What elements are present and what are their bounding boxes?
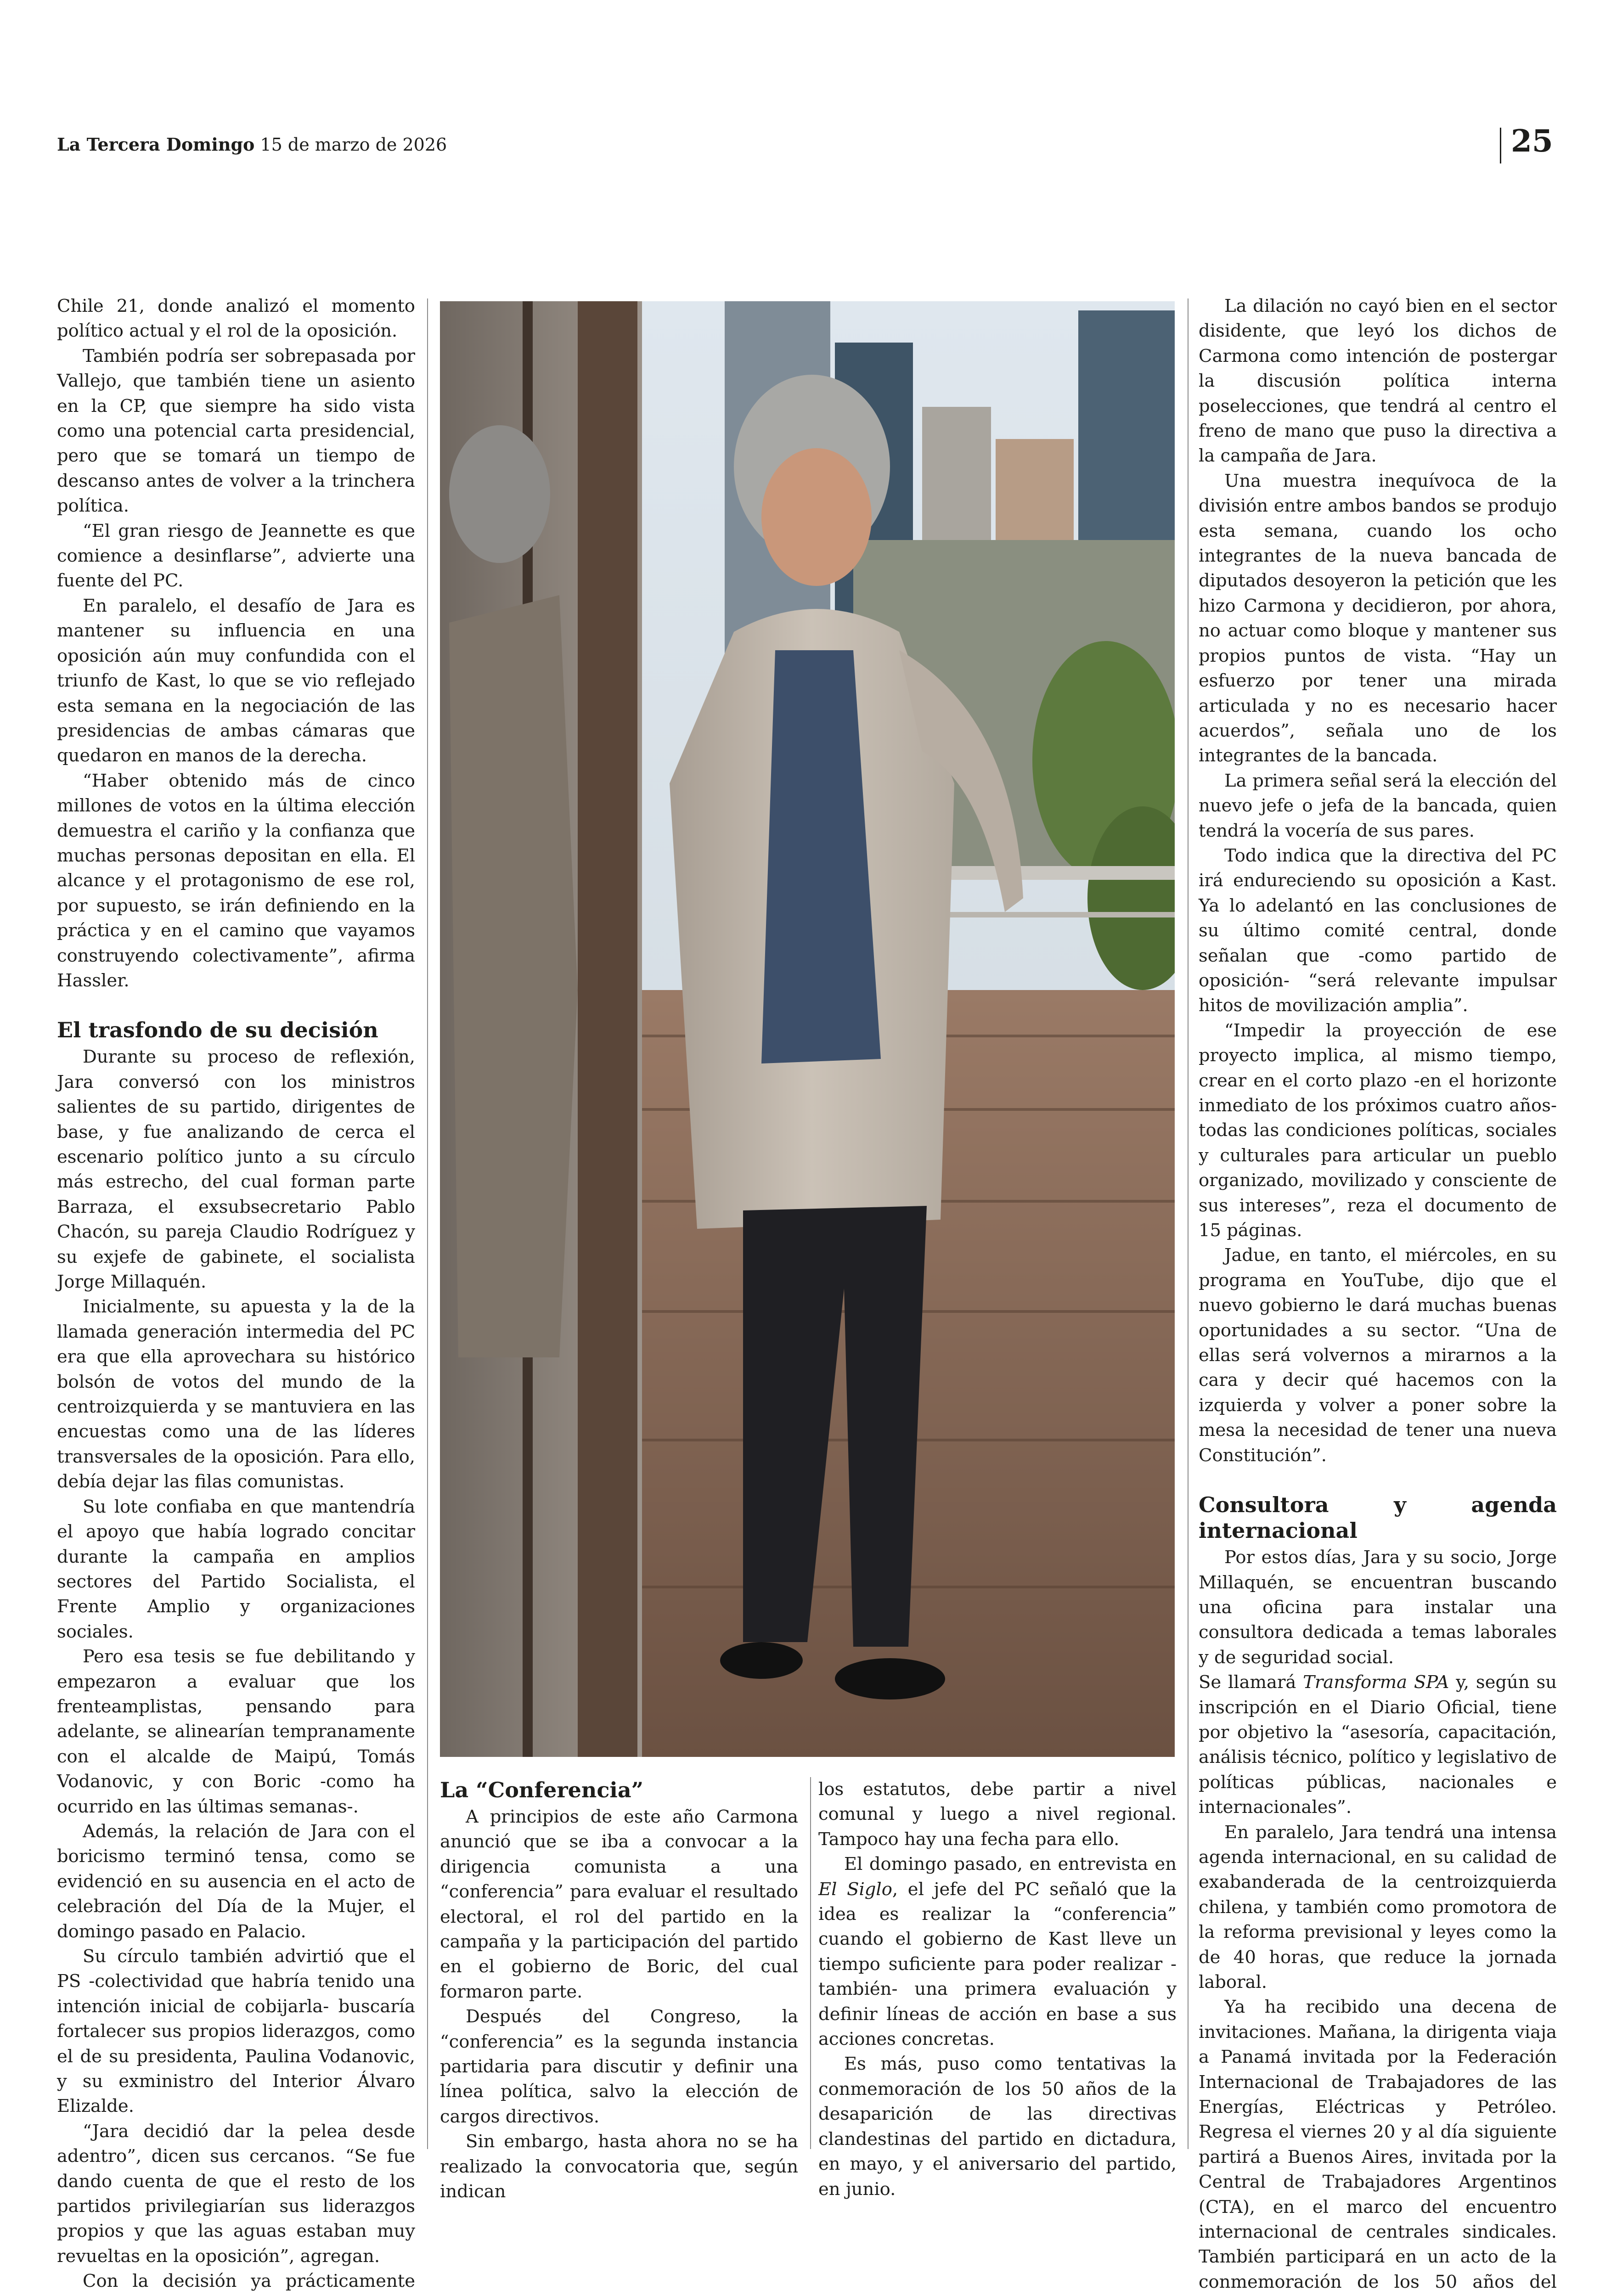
paragraph: Además, la relación de Jara con el boricismo terminó tensa, como se evidenció en su ausencia en el acto de celebración del Día de la Mujer, el domingo pasado en Palacio. <box>57 1821 415 1942</box>
paragraph: “Jara decidió dar la pelea desde adentro”, dicen sus cercanos. “Se fue dando cuenta de que el resto de los partidos privilegiarían sus liderazgos propios y que las aguas estaban muy revueltas en la oposición”, agregan. <box>57 2121 415 2267</box>
paragraph: Inicialmente, su apuesta y la de la llamada generación intermedia del PC era que ella aprovechara su histórico bolsón de votos del mundo de la centroizquierda y se mantuviera en las encuestas como una de las líderes transversales de la oposición. Para ello, debía dejar las filas comunistas. <box>57 1296 415 1492</box>
paragraph: “Haber obtenido más de cinco millones de votos en la última elección demuestra el cariño y la confianza que muchas personas depositan en ella. El alcance y el protagonismo de ese rol, por supuesto, se irán definiendo en la práctica y en el camino que vayamos construyendo colectivamente”, afirma Hassler. <box>57 770 415 991</box>
column-divider <box>810 1777 811 2149</box>
page-header <box>57 134 447 155</box>
text-run: Se llamará <box>1199 1672 1303 1693</box>
column-divider <box>1188 298 1189 2149</box>
section-heading: La “Conferencia” <box>440 1778 644 1802</box>
paragraph <box>1199 1670 1557 1820</box>
text-run: , el jefe del PC señaló que la idea es realizar la “conferencia” cuando el gobierno de Kast lleve un tiempo suficiente para poder realizar -también- una primera evaluación y definir líneas de acción en base a sus acciones concretas. <box>818 1879 1177 2050</box>
article-column-1 <box>57 294 415 2296</box>
column-divider <box>427 298 428 2149</box>
paragraph: Pero esa tesis se fue debilitando y empezaron a evaluar que los frenteamplistas, pensando para adelante, se alinearían tempranamente con el alcalde de Maipú, Tomás Vodanovic, y con Boric -como ha ocurrido en las últimas semanas-. <box>57 1646 415 1817</box>
company-name: Transforma SPA <box>1303 1672 1449 1693</box>
article-column-3 <box>818 1777 1177 2202</box>
paragraph: Después del Congreso, la “conferencia” es la segunda instancia partidaria para discutir y definir una línea política, salvo la elección de cargos directivos. <box>440 2006 798 2127</box>
publication-name: El Siglo <box>818 1879 892 1900</box>
article-column-2 <box>440 1777 798 2205</box>
text-run: El domingo pasado, en entrevista en <box>844 1854 1177 1875</box>
paragraph: La dilación no cayó bien en el sector disidente, que leyó los dichos de Carmona como intención de postergar la discusión política interna poselecciones, que tendrá al centro el freno de mano que puso la directiva a la campaña de Jara. <box>1199 296 1557 467</box>
newspaper-brand: La Tercera Domingo <box>57 134 255 155</box>
portrait-photo <box>440 301 1175 1757</box>
paragraph: Su lote confiaba en que mantendría el apoyo que había logrado concitar durante la campaña en amplios sectores del Partido Socialista, el Frente Amplio y organizaciones sociales. <box>57 1496 415 1642</box>
paragraph: Ya ha recibido una decena de invitaciones. Mañana, la dirigenta viaja a Panamá invitada por la Federación Internacional de Trabajadores de las Energías, Eléctricas y Petróleo. Regresa el viernes 20 y al día siguiente partirá a Buenos Aires, invitada por la Central de Trabajadores Argentinos (CTA), en el marco del encuentro internacional de centrales sindicales. También participará en un acto de la conmemoración de los 50 años del <box>1199 1997 1557 2292</box>
paragraph: “Impedir la proyección de ese proyecto implica, al mismo tiempo, crear en el corto plazo -en el horizonte inmediato de los próximos cuatro años- todas las condiciones políticas, sociales y culturales para articular un pueblo organizado, movilizado y consciente de sus intereses”, reza el documento de 15 páginas. <box>1199 1020 1557 1241</box>
paragraph: En paralelo, el desafío de Jara es mantener su influencia en una oposición aún muy confundida con el triunfo de Kast, lo que se vio reflejado esta semana en la negociación de las presidencias de ambas cámaras que quedaron en manos de la derecha. <box>57 595 415 766</box>
paragraph <box>818 1852 1177 2052</box>
paragraph: “El gran riesgo de Jeannette es que comience a desinflarse”, advierte una fuente del PC. <box>57 520 415 591</box>
paragraph: Con la decisión ya prácticamente <box>83 2271 415 2292</box>
page-number-divider <box>1500 128 1501 163</box>
issue-date: 15 de marzo de 2026 <box>260 135 447 155</box>
paragraph: A principios de este año Carmona anunció que se iba a convocar a la dirigencia comunista a una “conferencia” para evaluar el resultado electoral, el rol del partido en la campaña y la participación del partido en el gobierno de Boric, del cual formaron parte. <box>440 1806 798 2002</box>
article-column-4 <box>1199 294 1557 2296</box>
paragraph: Una muestra inequívoca de la división entre ambos bandos se produjo esta semana, cuando los ocho integrantes de la nueva bancada de diputados desoyeron la petición que les hizo Carmona y decidieron, por ahora, no actuar como bloque y mantener sus propios puntos de vista. “Hay un esfuerzo por tener una mirada articulada y no es necesario hacer acuerdos”, señala uno de los integrantes de la bancada. <box>1199 470 1557 766</box>
section-heading: El trasfondo de su decisión <box>57 1018 378 1043</box>
paragraph: Durante su proceso de reflexión, Jara conversó con los ministros salientes de su partido, dirigentes de base, y fue analizando de cerca el escenario político junto a su círculo más estrecho, del cual forman parte Barraza, el exsubsecretario Pablo Chacón, su pareja Claudio Rodríguez y su exjefe de gabinete, el socialista Jorge Millaquén. <box>57 1047 415 1293</box>
paragraph: Todo indica que la directiva del PC irá endureciendo su oposición a Kast. Ya lo adelantó en las conclusiones de su último comité central, donde señalan que -como partido de oposición- “será relevante impulsar hitos de movilización amplia”. <box>1199 845 1557 1016</box>
paragraph: La primera señal será la elección del nuevo jefe o jefa de la bancada, quien tendrá la vocería de sus pares. <box>1199 770 1557 841</box>
paragraph: Sin embargo, hasta ahora no se ha realizado la convocatoria que, según indican <box>440 2131 798 2202</box>
section-heading: Consultora y agenda internacional <box>1199 1492 1557 1543</box>
paragraph: Jadue, en tanto, el miércoles, en su programa en YouTube, dijo que el nuevo gobierno le dará muchas buenas oportunidades a su sector. “Una de ellas será volvernos a mirarnos a la cara y decir qué hacemos con la izquierda y volver a poner sobre la mesa la necesidad de tener una nueva Constitución”. <box>1199 1245 1557 1466</box>
paragraph: Su círculo también advirtió que el PS -colectividad que habría tenido una intención inicial de cobijarla- buscaría fortalecer sus propios liderazgos, como el de su presidenta, Paulina Vodanovic, y su exministro del Interior Álvaro Elizalde. <box>57 1946 415 2117</box>
text-run: y, según su inscripción en el Diario Oficial, tiene por objetivo la “asesoría, capacitación, análisis técnico, político y legislativo de políticas públicas, nacionales e internacionales”. <box>1199 1672 1557 1818</box>
page-number: 25 <box>1511 123 1553 159</box>
paragraph: También podría ser sobrepasada por Vallejo, que también tiene un asiento en la CP, que siempre ha sido vista como una potencial carta presidencial, pero que se tomará un tiempo de descanso antes de volver a la trinchera política. <box>57 345 415 517</box>
paragraph: Es más, puso como tentativas la conmemoración de los 50 años de la desaparición de las directivas clandestinas del partido en dictadura, en mayo, y el aniversario del partido, en junio. <box>818 2054 1177 2200</box>
paragraph: Chile 21, donde analizó el momento político actual y el rol de la oposición. <box>57 296 415 342</box>
paragraph: En paralelo, Jara tendrá una intensa agenda internacional, en su calidad de exabanderada de la centroizquierda chilena, y también como promotora de la reforma previsional y leyes como la de 40 horas, que reduce la jornada laboral. <box>1199 1822 1557 1992</box>
paragraph: los estatutos, debe partir a nivel comunal y luego a nivel regional. Tampoco hay una fecha para ello. <box>818 1779 1177 1850</box>
paragraph: Por estos días, Jara y su socio, Jorge Millaquén, se encuentran buscando una oficina para instalar una consultora dedicada a temas laborales y de seguridad social. <box>1199 1547 1557 1668</box>
